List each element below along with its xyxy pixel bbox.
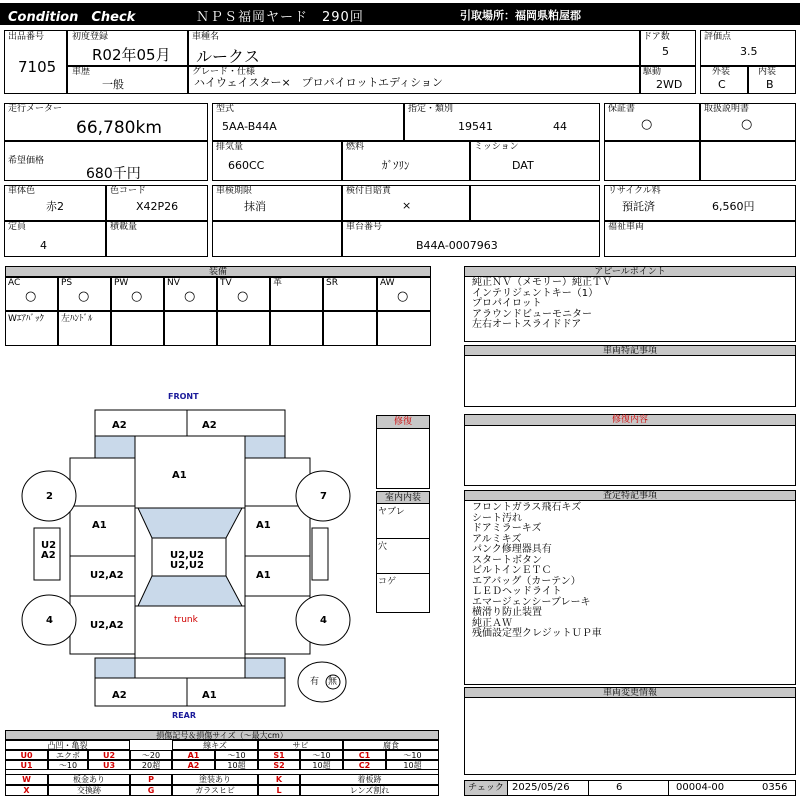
- legend-desc: エクボ: [48, 750, 88, 760]
- tire-fl: 2: [46, 491, 53, 502]
- roof-damage-2: U2,U2: [170, 560, 204, 571]
- legend-desc: ～10: [215, 750, 258, 760]
- legend-code: P: [130, 774, 172, 785]
- displacement-label: 排気量: [216, 142, 244, 152]
- equip-mark-ac: ○: [25, 289, 37, 304]
- change-panel: [464, 687, 796, 775]
- inspector-line: エアバッグ（カーテン）: [472, 575, 581, 587]
- interior-item-hole: 穴: [378, 542, 388, 552]
- repair-side-title: 修復: [376, 415, 430, 429]
- spare-mark: 無: [328, 677, 338, 687]
- load-label: 積載量: [110, 222, 138, 232]
- car-name-label: 車種名: [192, 32, 220, 42]
- model-value: 5AA-B44A: [222, 120, 277, 133]
- header-venue: ＮＰＳ福岡ヤード 290回: [196, 10, 364, 25]
- tire-fr: 7: [320, 491, 327, 502]
- tire-rl: 4: [46, 615, 53, 626]
- legend-code: S2: [258, 760, 300, 770]
- equip-mark-aw: ○: [397, 289, 409, 304]
- right-fender-damage: A1: [256, 520, 271, 531]
- legend-desc: ～10: [48, 760, 88, 770]
- capacity-value: 4: [40, 239, 47, 252]
- roof-damage-1: U2,U2: [170, 550, 204, 561]
- legend-title: 損傷記号＆損傷サイズ（～最大cm）: [5, 730, 439, 740]
- equip-label-nv: NV: [167, 278, 180, 288]
- legend-group: 凸凹・亀裂: [5, 740, 130, 750]
- equip-label-pw: PW: [114, 278, 129, 288]
- equip-label-tv: TV: [220, 278, 232, 288]
- exterior-label: 外装: [712, 67, 731, 77]
- model-label: 型式: [216, 104, 235, 114]
- car-name-value: ルークス: [196, 47, 260, 66]
- legend-desc: 交換跡: [48, 785, 130, 796]
- legend-code: U3: [88, 760, 130, 770]
- legend-group: 腐食: [343, 740, 439, 750]
- left-fender-damage: A1: [92, 520, 107, 531]
- legend-code: U1: [5, 760, 48, 770]
- blank-box-2: [700, 141, 796, 181]
- legend-desc: 20超: [130, 760, 172, 770]
- color-label: 車体色: [8, 186, 36, 196]
- footer-code-1: 00004-00: [676, 782, 725, 793]
- warranty-label: 保証書: [608, 104, 636, 114]
- inspector-line: 横滑り防止装置: [472, 607, 542, 618]
- appeal-line: インテリジェントキー（1）: [472, 287, 599, 299]
- appeal-line: アラウンドビューモニター: [472, 308, 592, 320]
- designation-value: 19541: [458, 120, 493, 133]
- repair-title: 修復内容: [464, 414, 796, 426]
- equip-label-sr: SR: [326, 278, 338, 288]
- legend-desc: ～10: [386, 750, 439, 760]
- equip-mark-tv: ○: [237, 289, 249, 304]
- legend-group: サビ: [258, 740, 343, 750]
- transmission-value: DAT: [512, 159, 534, 172]
- grade-value: ハイウェイスター× プロパイロットエディション: [194, 76, 443, 89]
- manual-value: ○: [741, 117, 753, 132]
- equip-label-wairbag: Wｴｱﾊﾞｯｸ: [8, 314, 44, 324]
- equip-mark-nv: ○: [184, 289, 196, 304]
- equip-label-革: 革: [273, 278, 283, 288]
- footer-divider-1: [588, 780, 589, 796]
- history-value: 一般: [102, 78, 124, 91]
- rear-bumper-left: A2: [112, 690, 127, 701]
- hood-damage: A1: [172, 470, 187, 481]
- equip-label-ac: AC: [8, 278, 21, 288]
- interior-room-title: 室内内装: [376, 491, 430, 504]
- legend-code: C1: [343, 750, 386, 760]
- legend-desc: 板金あり: [48, 774, 130, 785]
- legend-code: C2: [343, 760, 386, 770]
- inspection-value: 抹消: [244, 200, 266, 213]
- footer-date: 2025/05/26: [512, 782, 570, 793]
- liability-value: ×: [402, 199, 412, 212]
- warranty-value: ○: [641, 117, 653, 132]
- legend-desc: 着板跡: [300, 774, 439, 785]
- grade-label: グレード・仕様: [192, 67, 256, 77]
- blank-box-1: [604, 141, 700, 181]
- front-bumper-left: A2: [112, 420, 127, 431]
- inspector-line: シート汚れ: [472, 512, 522, 524]
- color-code-value: X42P26: [136, 200, 179, 213]
- inspector-line: フロントガラス飛石キズ: [472, 502, 582, 513]
- inspector-line: パンク修理器具有: [472, 544, 552, 555]
- inspector-line: アルミキズ: [472, 533, 522, 545]
- hope-price-label: 希望価格: [8, 156, 45, 166]
- hope-price-value: 680千円: [86, 166, 141, 182]
- color-value: 赤2: [46, 200, 64, 213]
- inspection-label: 車検期限: [216, 186, 253, 196]
- fuel-label: 燃料: [346, 142, 365, 152]
- recycle-label: リサイクル料: [608, 186, 661, 196]
- legend-desc: 10超: [300, 760, 343, 770]
- lot-number: 7105: [18, 58, 57, 76]
- inspector-lines: [472, 503, 602, 640]
- legend-desc: ～20: [130, 750, 172, 760]
- left-rear-door-damage: U2,A2: [90, 620, 124, 631]
- spare-label: 有: [310, 677, 320, 687]
- left-pillar-bottom: A2: [41, 550, 56, 561]
- interior-item-tear: ヤブレ: [378, 507, 405, 517]
- equip-label-aw: AW: [380, 278, 395, 288]
- tire-rr: 4: [320, 615, 327, 626]
- front-label: FRONT: [168, 392, 199, 401]
- inspector-line: 純正ＡＷ: [472, 617, 512, 629]
- interior-label: 内装: [758, 67, 777, 77]
- recycle-fee: 6,560円: [712, 200, 755, 213]
- doors-value: 5: [662, 45, 669, 58]
- legend-code: U2: [88, 750, 130, 760]
- footer-num: 6: [616, 782, 623, 793]
- right-front-door-damage: A1: [256, 570, 271, 581]
- interior-item-burn: コゲ: [378, 577, 397, 587]
- drive-label: 駆動: [643, 67, 662, 77]
- drive-value: 2WD: [656, 78, 683, 91]
- legend-desc: レンズ割れ: [300, 785, 439, 796]
- inspector-line: ＬＥＤヘッドライト: [472, 586, 562, 597]
- legend-desc: ～10: [300, 750, 343, 760]
- legend-code: A1: [172, 750, 215, 760]
- exterior-value: C: [718, 78, 726, 91]
- class-value: 44: [553, 120, 567, 133]
- displacement-value: 660CC: [228, 159, 265, 172]
- fuel-value: ｶﾞｿﾘﾝ: [382, 159, 410, 172]
- footer-divider-2: [668, 780, 669, 796]
- capacity-label: 定員: [8, 222, 27, 232]
- appeal-title: アピールポイント: [464, 266, 796, 277]
- trunk-label: trunk: [174, 615, 198, 625]
- appeal-lines: [472, 278, 612, 331]
- appeal-line: 純正ＮＶ（メモリー）純正ＴＶ: [472, 277, 612, 288]
- rear-bumper-right: A1: [202, 690, 217, 701]
- liability-label: 検付自賠責: [346, 186, 392, 196]
- color-code-label: 色コード: [110, 186, 147, 196]
- doors-label: ドア数: [643, 32, 670, 42]
- inspector-line: スタートボタン: [472, 554, 542, 566]
- mileage-value: 66,780km: [76, 118, 162, 138]
- equip-mark-ps: ○: [78, 289, 90, 304]
- equip-label-lhd: 左ﾊﾝﾄﾞﾙ: [61, 314, 93, 324]
- inspector-title: 査定特記事項: [464, 490, 796, 501]
- first-reg-value: R02年05月: [92, 46, 171, 64]
- liability-box-2: [470, 185, 600, 221]
- history-label: 車歴: [72, 67, 91, 77]
- left-pillar-top: U2: [41, 540, 57, 551]
- score-label: 評価点: [704, 32, 732, 42]
- inspector-line: エマージェンシーブレーキ: [472, 596, 591, 608]
- legend-desc: 塗装あり: [172, 774, 258, 785]
- chassis-label: 車台番号: [346, 222, 383, 232]
- inspector-line: ビルトインＥＴＣ: [472, 565, 552, 576]
- legend-code: K: [258, 774, 300, 785]
- manual-label: 取扱説明書: [704, 104, 750, 114]
- front-bumper-right: A2: [202, 420, 217, 431]
- legend-code: L: [258, 785, 300, 796]
- lot-label: 出品番号: [8, 32, 45, 42]
- appeal-line: プロパイロット: [472, 298, 542, 309]
- change-title: 車両変更情報: [464, 687, 796, 698]
- mileage-label: 走行メーター: [8, 104, 63, 114]
- legend-desc: 10超: [215, 760, 258, 770]
- equipment-title: 装備: [5, 266, 431, 277]
- appeal-line: 左右オートスライドドア: [472, 319, 582, 330]
- equip-label-ps: PS: [61, 278, 73, 288]
- rear-label: REAR: [172, 711, 196, 720]
- inspector-line: 残価設定型クレジットＵＰ車: [472, 628, 602, 639]
- header-title: Condition Check: [8, 10, 136, 25]
- legend-group: 線キズ: [172, 740, 258, 750]
- designation-label: 指定・類別: [408, 104, 454, 114]
- legend-code: G: [130, 785, 172, 796]
- legend-code: U0: [5, 750, 48, 760]
- footer-label: チェック: [464, 780, 508, 796]
- recycle-status: 預託済: [622, 200, 655, 213]
- legend-desc: ガラスヒビ: [172, 785, 258, 796]
- welfare-label: 福祉車両: [608, 222, 645, 232]
- chassis-value: B44A-0007963: [416, 239, 498, 252]
- footer-code-2: 0356: [762, 782, 788, 793]
- score-value: 3.5: [740, 45, 758, 58]
- header-pickup: 引取場所：福岡県粕屋郡: [460, 9, 581, 22]
- legend-code: W: [5, 774, 48, 785]
- transmission-label: ミッション: [474, 142, 519, 152]
- inspector-line: ドアミラーキズ: [472, 523, 542, 534]
- legend-code: A2: [172, 760, 215, 770]
- equip-mark-pw: ○: [131, 289, 143, 304]
- legend-desc: 10超: [386, 760, 439, 770]
- first-reg-label: 初度登録: [72, 32, 109, 42]
- special-title: 車両特記事項: [464, 345, 796, 356]
- legend-code: S1: [258, 750, 300, 760]
- legend-code: X: [5, 785, 48, 796]
- left-front-door-damage: U2,A2: [90, 570, 124, 581]
- interior-value: B: [766, 78, 774, 91]
